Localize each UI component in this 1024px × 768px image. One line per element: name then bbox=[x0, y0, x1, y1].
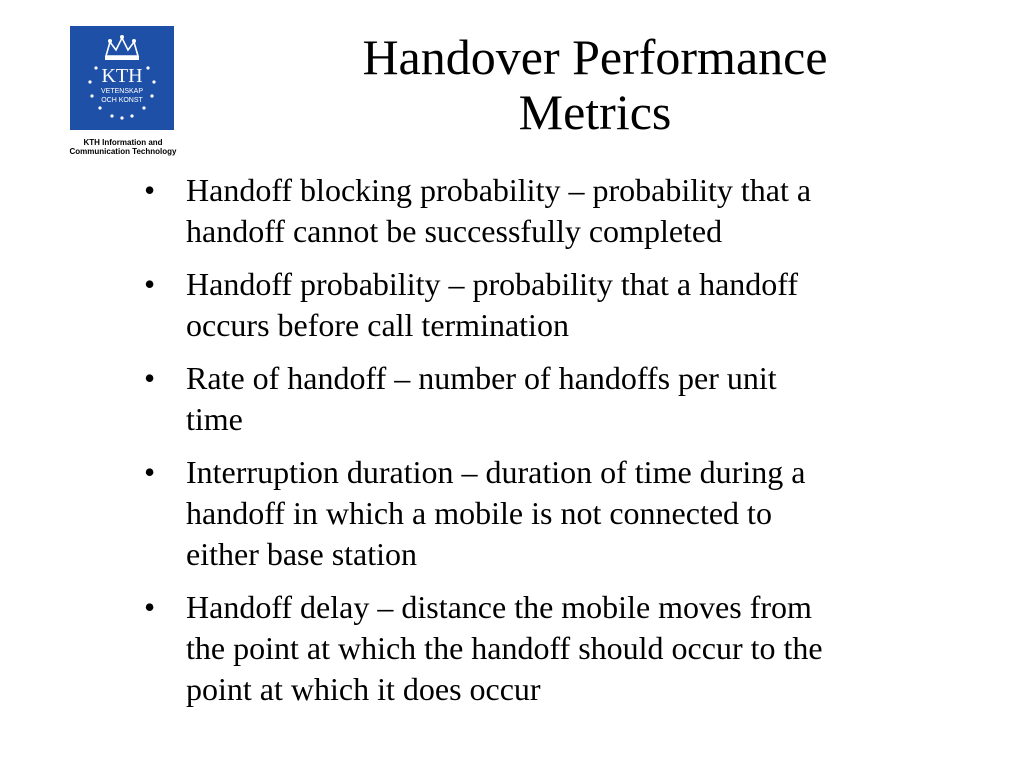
bullet-text-line: either base station bbox=[186, 536, 418, 572]
slide-title bbox=[235, 30, 955, 140]
kth-logo-line2: OCH KONST bbox=[101, 97, 143, 104]
bullet-marker: • bbox=[144, 266, 156, 302]
bullet-text-line: Handoff delay – distance the mobile moves from bbox=[186, 589, 812, 625]
bullet-item bbox=[140, 170, 990, 252]
bullet-item bbox=[140, 452, 990, 575]
bullet-text-line: occurs before call termination bbox=[186, 307, 569, 343]
bullet-item bbox=[140, 264, 990, 346]
bullet-marker: • bbox=[144, 589, 156, 625]
kth-logo-emblem bbox=[70, 26, 174, 130]
bullet-text-line: handoff in which a mobile is not connected to bbox=[186, 495, 772, 531]
kth-crown-icon bbox=[70, 26, 174, 130]
bullet-text-line: handoff cannot be successfully completed bbox=[186, 213, 723, 249]
bullet-marker: • bbox=[144, 454, 156, 490]
kth-caption-line1: KTH Information and bbox=[83, 138, 163, 147]
bullet-text-line: the point at which the handoff should occur to the bbox=[186, 630, 823, 666]
slide-title-line2: Metrics bbox=[518, 84, 672, 140]
bullet-list bbox=[140, 170, 990, 722]
slide-title-line1: Handover Performance bbox=[362, 29, 828, 85]
bullet-marker: • bbox=[144, 172, 156, 208]
bullet-text-line: Handoff probability – probability that a handoff bbox=[186, 266, 799, 302]
kth-logo-caption bbox=[52, 138, 194, 156]
bullet-text-line: time bbox=[186, 401, 243, 437]
kth-logo bbox=[52, 26, 194, 162]
kth-caption-line2: Communication Technology bbox=[69, 147, 177, 156]
bullet-text-line: point at which it does occur bbox=[186, 671, 541, 707]
bullet-marker: • bbox=[144, 360, 156, 396]
bullet-item bbox=[140, 358, 990, 440]
bullet-text-line: Handoff blocking probability – probability that a bbox=[186, 172, 812, 208]
bullet-text-line: Interruption duration – duration of time during a bbox=[186, 454, 806, 490]
bullet-item bbox=[140, 587, 990, 710]
bullet-text-line: Rate of handoff – number of handoffs per unit bbox=[186, 360, 777, 396]
kth-logo-line1: VETENSKAP bbox=[100, 88, 144, 95]
kth-logo-name: KTH bbox=[101, 65, 143, 87]
